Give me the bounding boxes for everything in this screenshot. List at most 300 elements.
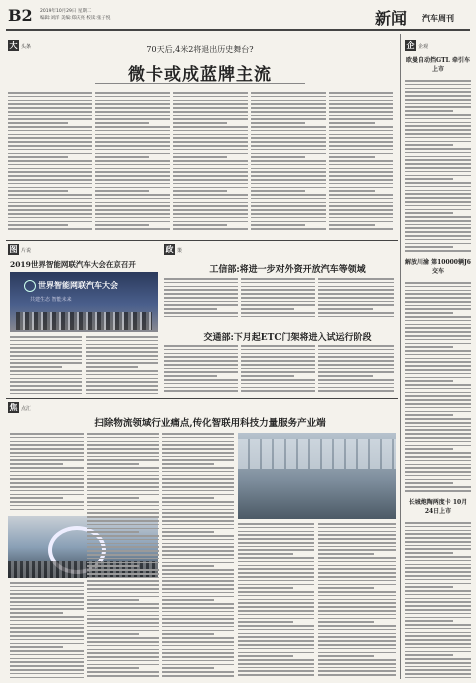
text-line — [251, 228, 326, 230]
text-line — [162, 441, 234, 443]
text-line — [10, 393, 82, 394]
text-line — [164, 379, 238, 381]
text-line — [173, 134, 248, 136]
text-line — [405, 316, 471, 318]
text-line — [241, 282, 315, 284]
text-line — [10, 650, 84, 652]
text-line — [318, 599, 396, 601]
text-line — [405, 209, 471, 211]
text-line — [251, 221, 326, 223]
text-line — [95, 156, 149, 158]
text-line — [162, 546, 234, 548]
text-line — [318, 383, 394, 385]
text-line — [329, 194, 393, 196]
text-line — [405, 175, 471, 177]
text-line — [95, 96, 170, 98]
text-line — [162, 652, 234, 654]
text-line — [405, 647, 471, 649]
text-line — [405, 448, 453, 450]
text-line — [10, 441, 84, 443]
text-line — [405, 361, 471, 363]
text-line — [10, 370, 82, 372]
right-item2-body — [405, 282, 471, 492]
text-line — [87, 509, 159, 511]
column-divider — [400, 34, 401, 679]
text-line — [164, 282, 238, 284]
text-line — [405, 84, 471, 86]
text-line — [162, 512, 234, 514]
text-line — [318, 356, 394, 358]
text-line — [162, 637, 234, 639]
text-line — [238, 534, 314, 536]
text-line — [251, 126, 326, 128]
text-line — [10, 374, 82, 376]
text-line — [405, 567, 471, 569]
text-line — [405, 186, 471, 188]
spot-body-col4 — [238, 523, 314, 678]
text-line — [405, 437, 471, 439]
section-label-spot: 点汇 — [21, 406, 32, 412]
text-line — [329, 126, 393, 128]
paper-name: 新闻 — [375, 9, 408, 28]
text-line — [162, 452, 234, 454]
text-line — [405, 216, 471, 218]
text-line — [318, 527, 396, 529]
text-line — [86, 340, 158, 342]
text-line — [405, 88, 471, 90]
text-line — [405, 467, 471, 469]
text-line — [405, 388, 471, 390]
text-line — [87, 607, 159, 609]
text-line — [405, 297, 471, 299]
text-line — [405, 324, 471, 326]
text-line — [10, 627, 84, 629]
text-line — [95, 228, 170, 230]
text-line — [241, 304, 315, 306]
text-line — [405, 377, 471, 379]
text-line — [405, 224, 471, 226]
photo-logistics-office — [238, 433, 396, 519]
text-line — [241, 301, 315, 303]
banner-subtext: 共建生态 智能未来 — [30, 297, 72, 303]
text-line — [10, 646, 63, 648]
text-line — [86, 381, 158, 383]
text-line — [87, 543, 159, 545]
text-line — [405, 178, 453, 180]
text-line — [164, 387, 238, 389]
text-line — [318, 568, 396, 570]
text-line — [405, 552, 453, 554]
text-line — [405, 586, 453, 588]
text-line — [318, 297, 394, 299]
text-line — [318, 345, 394, 347]
text-line — [87, 497, 139, 499]
text-line — [329, 145, 393, 147]
text-line — [318, 304, 394, 306]
text-line — [241, 371, 315, 373]
text-line — [10, 389, 82, 391]
text-line — [318, 663, 396, 665]
page-number: B2 — [8, 6, 33, 25]
text-line — [405, 114, 471, 116]
text-line — [87, 441, 159, 443]
text-line — [95, 190, 149, 192]
text-line — [95, 115, 170, 117]
text-line — [162, 641, 234, 643]
text-line — [87, 573, 159, 575]
text-line — [251, 205, 326, 207]
banner-text: 世界智能网联汽车大会 — [38, 280, 118, 290]
text-line — [241, 278, 315, 280]
text-line — [241, 286, 315, 288]
text-line — [238, 538, 314, 540]
text-line — [162, 675, 234, 677]
text-line — [405, 350, 471, 352]
text-line — [405, 475, 471, 477]
text-line — [318, 580, 396, 582]
lead-body-col2 — [95, 92, 170, 237]
text-line — [329, 156, 375, 158]
text-line — [318, 523, 396, 525]
text-line — [238, 621, 293, 623]
text-line — [329, 171, 393, 173]
text-line — [251, 190, 305, 192]
text-line — [162, 550, 234, 552]
text-line — [318, 531, 396, 533]
text-line — [162, 501, 234, 503]
text-line — [318, 360, 394, 362]
text-line — [162, 562, 234, 564]
text-line — [329, 228, 393, 230]
text-line — [87, 520, 159, 522]
text-line — [162, 573, 234, 575]
text-line — [405, 471, 471, 473]
text-line — [173, 103, 248, 105]
text-line — [318, 591, 396, 593]
text-line — [318, 364, 394, 366]
text-line — [87, 577, 159, 579]
text-line — [10, 654, 84, 656]
text-line — [8, 213, 92, 215]
text-line — [10, 677, 84, 678]
text-line — [162, 599, 214, 601]
spot-body-col1b — [10, 582, 84, 678]
text-line — [87, 505, 159, 507]
text-line — [10, 459, 84, 461]
text-line — [329, 168, 393, 170]
text-line — [162, 531, 214, 533]
text-line — [405, 193, 471, 195]
text-line — [95, 168, 170, 170]
text-line — [10, 665, 84, 667]
text-line — [238, 648, 314, 650]
text-line — [87, 611, 159, 613]
text-line — [10, 448, 84, 450]
text-line — [8, 221, 92, 223]
text-line — [238, 580, 314, 582]
text-line — [10, 433, 84, 435]
text-line — [8, 228, 92, 230]
text-line — [86, 355, 158, 357]
text-line — [405, 197, 471, 199]
text-line — [405, 605, 471, 607]
text-line — [405, 156, 471, 158]
text-line — [329, 183, 393, 185]
text-line — [8, 118, 92, 120]
text-line — [87, 592, 159, 594]
text-line — [87, 652, 159, 654]
text-line — [405, 358, 471, 360]
text-line — [238, 652, 314, 654]
text-line — [238, 606, 314, 608]
text-line — [238, 523, 314, 525]
text-line — [173, 194, 248, 196]
text-line — [238, 591, 314, 593]
text-line — [241, 383, 315, 385]
paper-subtitle: 汽车周刊 — [422, 14, 454, 23]
text-line — [405, 392, 471, 394]
text-line — [87, 478, 159, 480]
text-line — [8, 198, 92, 200]
text-line — [251, 103, 326, 105]
text-line — [318, 614, 396, 616]
lead-title-rule — [95, 83, 305, 84]
text-line — [162, 448, 234, 450]
policy-title-2: 交通部:下月起ETC门架将进入试运行阶段 — [203, 333, 372, 343]
text-line — [10, 456, 84, 458]
text-line — [405, 399, 471, 401]
text-line — [164, 364, 238, 366]
text-line — [87, 599, 139, 601]
text-line — [405, 545, 471, 547]
text-line — [10, 452, 84, 454]
text-line — [87, 463, 139, 465]
text-line — [87, 569, 159, 571]
policy-body-2b — [241, 345, 315, 393]
text-line — [251, 122, 305, 124]
text-line — [86, 359, 158, 361]
text-line — [164, 297, 238, 299]
text-line — [405, 628, 471, 630]
text-line — [95, 217, 170, 219]
text-line — [318, 644, 396, 646]
text-line — [405, 308, 471, 310]
text-line — [173, 145, 248, 147]
text-line — [8, 156, 68, 158]
text-line — [318, 286, 394, 288]
text-line — [164, 301, 238, 303]
text-line — [251, 209, 326, 211]
text-line — [87, 456, 159, 458]
text-line — [329, 100, 393, 102]
text-line — [10, 463, 63, 465]
text-line — [405, 201, 471, 203]
text-line — [8, 141, 92, 143]
text-line — [405, 282, 471, 284]
text-line — [405, 243, 471, 245]
text-line — [405, 548, 471, 550]
text-line — [8, 179, 92, 181]
text-line — [405, 80, 471, 82]
text-line — [405, 583, 471, 585]
text-line — [95, 187, 170, 189]
text-line — [251, 92, 326, 94]
text-line — [329, 224, 375, 226]
text-line — [164, 345, 238, 347]
text-line — [87, 603, 159, 605]
text-line — [10, 362, 82, 364]
text-line — [8, 205, 92, 207]
text-line — [8, 130, 92, 132]
text-line — [329, 96, 393, 98]
text-line — [87, 490, 159, 492]
spot-body-col3 — [162, 433, 234, 678]
text-line — [95, 149, 170, 151]
right-item2-title: 解放川渝 第10000辆J6交车 — [405, 259, 471, 275]
text-line — [164, 312, 238, 314]
text-line — [173, 115, 248, 117]
text-line — [405, 327, 471, 329]
text-line — [162, 456, 234, 458]
text-line — [238, 667, 314, 669]
text-line — [95, 198, 170, 200]
text-line — [329, 205, 393, 207]
text-line — [405, 159, 471, 161]
text-line — [329, 209, 393, 211]
text-line — [95, 130, 170, 132]
text-line — [318, 629, 396, 631]
text-line — [329, 103, 393, 105]
text-line — [405, 122, 471, 124]
text-line — [173, 100, 248, 102]
text-line — [405, 346, 453, 348]
text-line — [238, 640, 314, 642]
text-line — [405, 414, 453, 416]
text-line — [405, 456, 471, 458]
text-line — [8, 92, 92, 94]
text-line — [162, 520, 234, 522]
text-line — [95, 205, 170, 207]
text-line — [10, 593, 84, 595]
text-line — [162, 664, 234, 666]
text-line — [86, 347, 158, 349]
text-line — [95, 160, 170, 162]
text-line — [405, 331, 471, 333]
text-line — [329, 160, 393, 162]
text-line — [173, 130, 248, 132]
text-line — [8, 111, 92, 113]
text-line — [405, 445, 471, 447]
text-line — [329, 187, 393, 189]
text-line — [162, 588, 234, 590]
text-line — [241, 356, 315, 358]
text-line — [251, 179, 326, 181]
text-line — [10, 444, 84, 446]
text-line — [318, 557, 396, 559]
text-line — [162, 482, 234, 484]
text-line — [10, 624, 84, 626]
text-line — [405, 95, 471, 97]
text-line — [10, 359, 82, 361]
text-line — [329, 92, 393, 94]
text-line — [238, 625, 314, 627]
text-line — [241, 368, 315, 370]
text-line — [8, 190, 68, 192]
text-line — [238, 636, 314, 638]
spot-body-col1 — [10, 433, 84, 513]
text-line — [87, 558, 159, 560]
text-line — [329, 149, 393, 151]
text-line — [86, 366, 138, 368]
text-line — [173, 221, 248, 223]
text-line — [173, 107, 248, 109]
text-line — [162, 490, 234, 492]
text-line — [405, 231, 471, 233]
text-line — [405, 556, 471, 558]
text-line — [173, 217, 248, 219]
text-line — [173, 126, 248, 128]
text-line — [405, 171, 471, 173]
text-line — [10, 486, 84, 488]
text-line — [173, 168, 248, 170]
text-line — [405, 118, 471, 120]
text-line — [329, 130, 393, 132]
text-line — [8, 100, 92, 102]
text-line — [162, 630, 234, 632]
text-line — [86, 378, 158, 380]
text-line — [8, 217, 92, 219]
text-line — [318, 561, 396, 563]
text-line — [164, 289, 238, 291]
text-line — [87, 459, 159, 461]
text-line — [318, 542, 396, 544]
text-line — [241, 390, 315, 392]
text-line — [173, 209, 248, 211]
text-line — [87, 482, 159, 484]
text-line — [87, 626, 159, 628]
header-rule — [6, 29, 470, 31]
text-line — [173, 190, 227, 192]
text-line — [173, 164, 248, 166]
text-line — [405, 482, 453, 484]
text-line — [162, 626, 234, 628]
text-line — [87, 531, 139, 533]
text-line — [8, 107, 92, 109]
text-line — [238, 587, 293, 589]
text-line — [10, 620, 84, 622]
text-line — [251, 141, 326, 143]
editor-line: 编辑:刘洋 美编:郑庆亮 校读:张子悦 — [40, 16, 111, 21]
text-line — [8, 202, 92, 204]
text-line — [10, 494, 84, 496]
text-line — [405, 620, 453, 622]
text-line — [318, 349, 394, 351]
policy-title-1: 工信部:将进一步对外资开放汽车等领域 — [209, 265, 366, 275]
text-line — [251, 115, 326, 117]
text-line — [10, 661, 84, 663]
text-line — [329, 153, 393, 155]
text-line — [8, 224, 68, 226]
text-line — [10, 501, 84, 503]
text-line — [318, 572, 396, 574]
text-line — [405, 411, 471, 413]
text-line — [238, 629, 314, 631]
text-line — [87, 562, 159, 564]
text-line — [238, 663, 314, 665]
text-line — [318, 584, 396, 586]
text-line — [95, 213, 170, 215]
text-line — [405, 418, 471, 420]
